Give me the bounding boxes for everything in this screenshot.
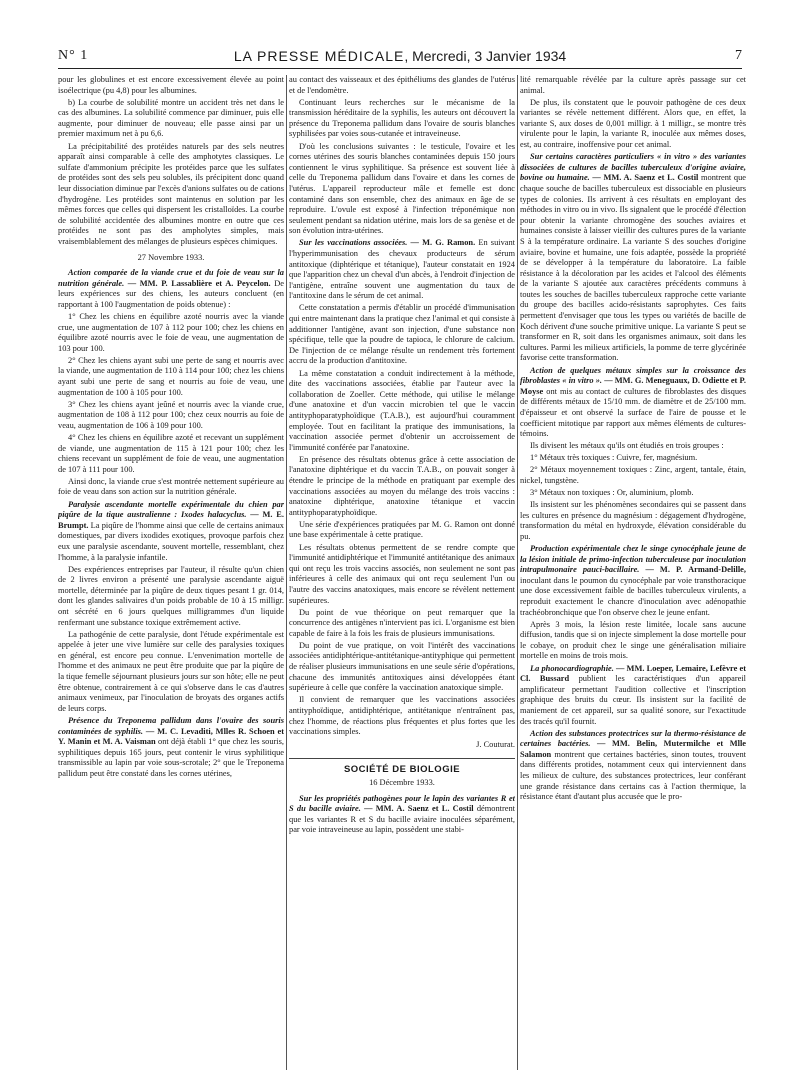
article-authors: — MM. A. Saenz et L. Costil	[360, 804, 474, 814]
article-text: ont mis au contact de cultures de fibroblastes des disques de différents métaux de 15/10 mm. de diamètre et de 25/100 mm. d'épaisseur et ont observé la surface de l'aire de pousse et le coefficient mitotique par rapport aux mêmes éléments de cultures-témoins.	[520, 386, 746, 439]
article-title: Présence du Treponema pallidum dans l'ovaire des souris contaminées de syphilis.	[58, 715, 284, 736]
list-item: 3° Chez les chiens ayant jeûné et nourris avec la viande crue, augmentation de 108 à 112 pour 100; chez ceux nourris au foie de veau, augmentation de 106 à 109 pour 100.	[58, 399, 284, 430]
paragraph: au contact des vaisseaux et des épithéliums des glandes de l'utérus et de l'endomètre.	[289, 75, 515, 95]
page-number: 7	[735, 48, 742, 63]
paragraph: Il convient de remarquer que les vaccinations associées antityphoïdique, antidiphtérique, antitétanique n'entraînent pas, chez l'homme, de réactions plus fréquentes et plus fortes que les vaccinations simples.	[289, 695, 515, 737]
article-authors: — MM. Loeper, Lemaire, Lefèvre et Cl. Bussard	[520, 663, 746, 684]
article-title: Action des substances protectrices sur la thermo-résistance de certaines bactéries.	[520, 728, 746, 749]
article-abstract	[520, 664, 746, 728]
paragraph: Ils divisent les métaux qu'ils ont étudiés en trois groupes :	[530, 441, 724, 451]
article-authors: — MM. Belin, Mutermilche et Mlle Salamon	[520, 739, 746, 759]
journal-title	[58, 48, 742, 64]
paragraph: La précipitabilité des protéides naturels par des sels neutres apparaît ainsi comparable à celle des amphotytes classiques. Le sulfate d'ammonium précipite les protéides parce que les sulfates de protéides sont des sels peu solubles, ils précipitent donc quand leur dissociation diminue par l'excès d'anions sulfates ou de cations d'hydrogène. Les protéides sont maintenus en solution par les mêmes forces que celles qui dispersent les cristalloïdes. La courbe de solubilité accidentée des albumines montre en outre que ces protéides ne sont pas des ampholytes simples, mais vraisemblablement des mélanges de plusieurs espèces chimiques.	[58, 141, 284, 246]
paragraph: Continuant leurs recherches sur le mécanisme de la transmission héréditaire de la syphilis, les auteurs ont découvert la présence du Treponema pallidum dans l'ovaire de souris blanches syphilisées par voies sous-cutanée et intraveineuse.	[289, 97, 515, 139]
article-abstract	[289, 794, 515, 836]
article-authors: — MM. A. Saenz et L. Costil	[589, 173, 699, 183]
list-item: 1° Chez les chiens en équilibre azoté nourris avec la viande crue, une augmentation de 107 à 112 pour 100; chez les chiens en équilibre azoté nourris avec le foie de veau, une augmentation de 103 pour 100.	[58, 311, 284, 353]
signature: J. Couturat.	[476, 739, 515, 749]
article-abstract	[58, 500, 284, 564]
article-title: Paralysie ascendante mortelle expérimentale du chien par piqûre de la tique australienne : Ixodes halacyclus.	[58, 499, 284, 520]
list-item: 1° Métaux très toxiques : Cuivre, fer, magnésium.	[530, 453, 698, 463]
article-title: Sur certains caractères particuliers « in vitro » des variantes dissociées de cultures de bacilles tuberculeux d'origine aviaire, bovine ou humaine.	[520, 152, 746, 183]
list-item: 3° Métaux non toxiques : Or, aluminium, plomb.	[530, 488, 694, 498]
article-abstract	[520, 366, 746, 440]
issue-number: N° 1	[58, 48, 89, 63]
paragraph: D'où les conclusions suivantes : le testicule, l'ovaire et les cornes utérines des souris blanches contaminées depuis 150 jours contiennent le virus syphilitique. Sa présence est souvent liée à celle du Treponema pallidum dans l'ovaire et dans les cornes de l'utérus. L'appareil reproducteur mâle et femelle est donc contaminé dans son ensemble, chez des animaux en âge de se reproduire. L'ovule est exposé à l'infection tréponémique non seulement pendant sa nidation utérine, mais lors de sa genèse et de son évolution intra-utérines.	[289, 141, 515, 236]
column-divider	[286, 75, 287, 1070]
article-abstract	[520, 544, 746, 618]
paragraph: La pathogénie de cette paralysie, dont l'étude expérimentale est appelée à jeter une vive lumière sur celle des paralysies toxiques en général, est encore peu connue. L'envenimation mortelle de l'homme et des animaux ne peut être produite que par la piqûre de la tique femelle séjournant plusieurs jours sur son hôte; elle ne peut être obtenue, contrairement à ce qui s'observe dans le cas d'autres animaux venimeux, par l'inoculation de broyats des organes actifs de leurs corps.	[58, 629, 284, 713]
paragraph: Du point de vue théorique on peut remarquer que la concurrence des antigènes n'intervient pas ici. L'organisme est bien capable de faire à la fois les frais de plusieurs immunisations.	[289, 607, 515, 638]
session-date: 27 Novembre 1933.	[137, 252, 205, 262]
article-title: Action de quelques métaux simples sur la croissance des fibroblastes « in vitro ».	[520, 365, 746, 386]
paragraph: pour les globulines et est encore excessivement élevée au point isoélectrique (pu 4,8) pour les albumines.	[58, 75, 284, 95]
issue-date: , Mercredi, 3 Janvier 1934	[404, 48, 567, 64]
article-text: montrent que chaque souche de bacilles tuberculeux est dissociable en plusieurs types de colonies. Ils arrivent à ces résultats en employant des méthodes in vitro ou in vivo. Ils signalent que le procédé d'élection pour obtenir la variante chromogène des souches aviaires et humaines consiste à laisser vieillir des cultures pures de la variante S à la température ordinaire. La variante S des souches d'origine aviaire, bovine et humaine, une fois adaptée, possède la propriété de se développer à la température du laboratoire. La faible résistance à la décoloration par les acides et l'alcool des éléments de la variante S ajoutée aux caractères précédents communs à toutes les souches de bacilles tuberculeux rapproche cette variante du groupe des bacilles acido-résistants saprophytes. Ces faits permettent d'envisager que tous les types ou variétés de bacille de Koch dérivent d'une souche primitive unique. La variante S peut se transformer en R, soit dans les organismes animaux, soit dans les cultures. Parmi les milieux artificiels, la pomme de terre glycérinée favorise cette transformation.	[520, 173, 746, 363]
article-authors: — M. E. Brumpt.	[58, 510, 284, 530]
article-text: montrent que certaines bactéries, sinon toutes, trouvent dans différents protides, notamment ceux qui interviennent dans les milieux de culture, des substances protectrices, leur conférant une grande résistance dans certains cas à l'action thermique, la résistance étant d'autant plus accusée que le pro-	[520, 749, 746, 802]
article-abstract	[289, 238, 515, 302]
paragraph: La même constatation a conduit indirectement à la méthode, dite des vaccinations associées, établie par l'auteur avec la collaboration de Zoeller. Cette méthode, qui utilise le mélange d'une anatoxine et d'un vaccin microbien tel que le vaccin antityphoparatyphoïdique (T.A.B.), est aujourd'hui couramment employée. Tout en facilitant la pratique des immunisations, la vaccination associée permet d'obtenir un accroissement de l'immunité conférée par l'anatoxine.	[289, 368, 515, 452]
article-text: publient les caractéristiques d'un appareil amplificateur permettant l'audition collective et l'inscription graphique des bruits du cœur. Ils insistent sur la facilité de maniement de cet appareil, sur sa qualité sonore, sur l'exactitude des tracés qu'il fournit.	[520, 674, 746, 726]
paragraph: lité remarquable révélée par la culture après passage sur cet animal.	[520, 75, 746, 95]
article-title: Production expérimentale chez le singe cynocéphale jeune de la lésion initiale de primo-infection tuberculeuse par inoculation intrapulmonaire pauci-bacillaire.	[520, 544, 746, 575]
article-title: Sur les vaccinations associées.	[299, 238, 408, 248]
paragraph: Les résultats obtenus permettent de se rendre compte que l'immunité antidiphtérique et l'immunité antitétanique des animaux qui ont reçu les trois vaccins associés, non seulement ne sont pas inférieures à celle des animaux qui ont reçu seulement l'un ou l'autre des vaccins anatoxiques, mais encore se révèlent nettement supérieures.	[289, 542, 515, 605]
list-item: 2° Chez les chiens ayant subi une perte de sang et nourris avec la viande, une augmentation de 110 à 114 pour 100; chez les chiens ayant subi une perte de sang et nourris au foie de veau, une augmentation de 100 à 105 pour 100.	[58, 355, 284, 397]
paragraph: Une série d'expériences pratiquées par M. G. Ramon ont donné une base expérimentale à cette pratique.	[289, 519, 515, 540]
paragraph: Ils insistent sur les phénomènes secondaires qui se passent dans les cultures en présence du magnésium : dégagement d'hydrogène, transformation du métal en hydroxyde, élévation considérable du pu.	[520, 500, 746, 541]
paragraph: De plus, ils constatent que le pouvoir pathogène de ces deux variantes se révèle nettement différent. Alors que, en effet, la variante S, aux doses de 0,001 milligr. à 1 milligr., se montre très virulente pour le lapin, la variante R, inoculée aux mêmes doses, est, au contraire, inoffensive pour cet animal.	[520, 97, 746, 150]
article-authors: — MM. G. Meneguaux, D. Odiette et P. Moyse	[520, 376, 746, 396]
article-title: La phonocardiographie.	[530, 663, 614, 673]
article-abstract	[58, 716, 284, 780]
article-text: La piqûre de l'homme ainsi que celle de certains animaux domestiques, par divers ixodides exotiques, provoque parfois chez eux une paralysie ascendante, souvent mortelle, ressemblant, chez l'homme, à la paralysie infantile.	[58, 520, 284, 562]
article-abstract	[58, 268, 284, 310]
article-abstract	[520, 152, 746, 364]
article-title: Action comparée de la viande crue et du foie de veau sur la nutrition générale.	[58, 268, 284, 288]
article-authors: — M. P. Armand-Delille,	[639, 565, 746, 575]
list-item: 4° Chez les chiens en équilibre azoté et recevant un supplément de viande, une augmentation de 115 à 121 pour 100; chez les chiens recevant un supplément de foie de veau, une augmentation de 107 à 111 pour 100.	[58, 433, 284, 474]
paragraph: Ainsi donc, la viande crue s'est montrée nettement supérieure au foie de veau dans son action sur la nutrition générale.	[58, 476, 284, 497]
paragraph: Des expériences entreprises par l'auteur, il résulte qu'un chien de 2 livres environ a présenté une paralysie ascendante aiguë mortelle, déterminée par la piqûre de deux tiques pesant 1 gr. 014, dont les glandes salivaires d'un poids probable de 10 à 15 milligr. ont sécrété en 6 jours quelques milligrammes d'un liquide renfermant une substance toxique extrêmement active.	[58, 564, 284, 627]
article-authors: — MM. P. Lassablière et A. Peycelon.	[124, 278, 271, 288]
article-authors: — M. C. Levaditi, Mlles R. Schoen et Y. Manin et M. A. Vaisman	[58, 726, 284, 747]
article-text: inoculant dans le poumon du cynocéphale par voie transthoracique une dose excessivement faible de bacilles tuberculeux virulents, a reproduit exactement le chancre d'inoculation avec adénopathie trachéobronchique que l'on observe chez le jeune enfant.	[520, 575, 746, 617]
article-text: De leurs expériences sur des chiens, les auteurs concluent (en rapportant à 100 l'augmentation de poids obtenue) :	[58, 278, 284, 309]
paragraph: Après 3 mois, la lésion reste limitée, locale sans aucune diffusion, tandis que si on injecte simplement la dose mortelle pour le cobaye, on produit chez le singe une généralisation miliaire mortelle en moins de trois mois.	[520, 619, 746, 661]
section-heading: SOCIÉTÉ DE BIOLOGIE	[289, 758, 515, 776]
journal-name: LA PRESSE MÉDICALE	[233, 48, 405, 64]
article-title: Sur les propriétés pathogènes pour le lapin des variantes R et S du bacille aviaire.	[289, 793, 515, 814]
list-item: 2° Métaux moyennement toxiques : Zinc, argent, tantale, étain, nickel, tungstène.	[520, 465, 746, 485]
article-text: démontrent que les variantes R et S du bacille aviaire inoculées séparément, par voie intraveineuse au lapin, possèdent une stabi-	[289, 804, 515, 835]
paragraph: b) La courbe de solubilité montre un accident très net dans le cas des albumines. La solubilité commence par diminuer, puis elle augmente, pour diminuer de nouveau; elle passe ainsi par un premier maximum net à pu 6,6.	[58, 97, 284, 139]
column-divider	[517, 75, 518, 1070]
paragraph: Cette constatation a permis d'établir un procédé d'immunisation qui entre maintenant dans la pratique chez l'animal et qui consiste à additionner l'antigène, avant son injection, d'une substance non spécifique, telle que la poudre de tapioca, le chlorure de calcium. De l'injection de ce mélange résulte un rendement très fortement accru de la production d'antitoxine.	[289, 303, 515, 366]
column-2	[289, 75, 515, 1070]
section-date: 16 Décembre 1933.	[369, 777, 435, 787]
paragraph: En présence des résultats obtenus grâce à cette association de l'anatoxine diphtérique et du vaccin T.A.B., on pouvait songer à étendre le principe de la méthode en pratiquant par exemple des vaccinations associées au moyen du mélange des trois vaccins : anatoxine diphtérique, anatoxine tétanique et vaccin antityphoparatyphoïdique.	[289, 454, 515, 517]
article-authors: — M. G. Ramon.	[407, 238, 476, 248]
article-abstract	[520, 729, 746, 803]
article-text: En suivant l'hyperimmunisation des chevaux producteurs de sérum antitoxique (diphtérique et tétanique), l'auteur constatait en 1924 que l'apparition chez un cheval d'un abcès, à l'endroit d'injection de l'antigène, entraîne souvent une augmentation du taux de l'antitoxine dans le sérum de cet animal.	[289, 238, 515, 301]
page-header	[58, 48, 742, 69]
column-1	[58, 75, 284, 1070]
article-text: ont déjà établi 1° que chez les souris, syphilitiques depuis 165 jours, peut contenir le virus syphilitique transmissible au lapin par voie sous-scrotale; 2° que le Treponema pallidum peut être constaté dans les cornes utérines,	[58, 737, 284, 778]
paragraph: Du point de vue pratique, on voit l'intérêt des vaccinations associées antidiphtérique-antitétanique-antityphique qui permettent de réaliser plusieurs immunisations en une seule série d'opérations, chacune des immunités antitoxiques ainsi développées étant supérieure à celle que confère la vaccination anatoxique simple.	[289, 640, 515, 693]
column-3	[520, 75, 746, 1070]
